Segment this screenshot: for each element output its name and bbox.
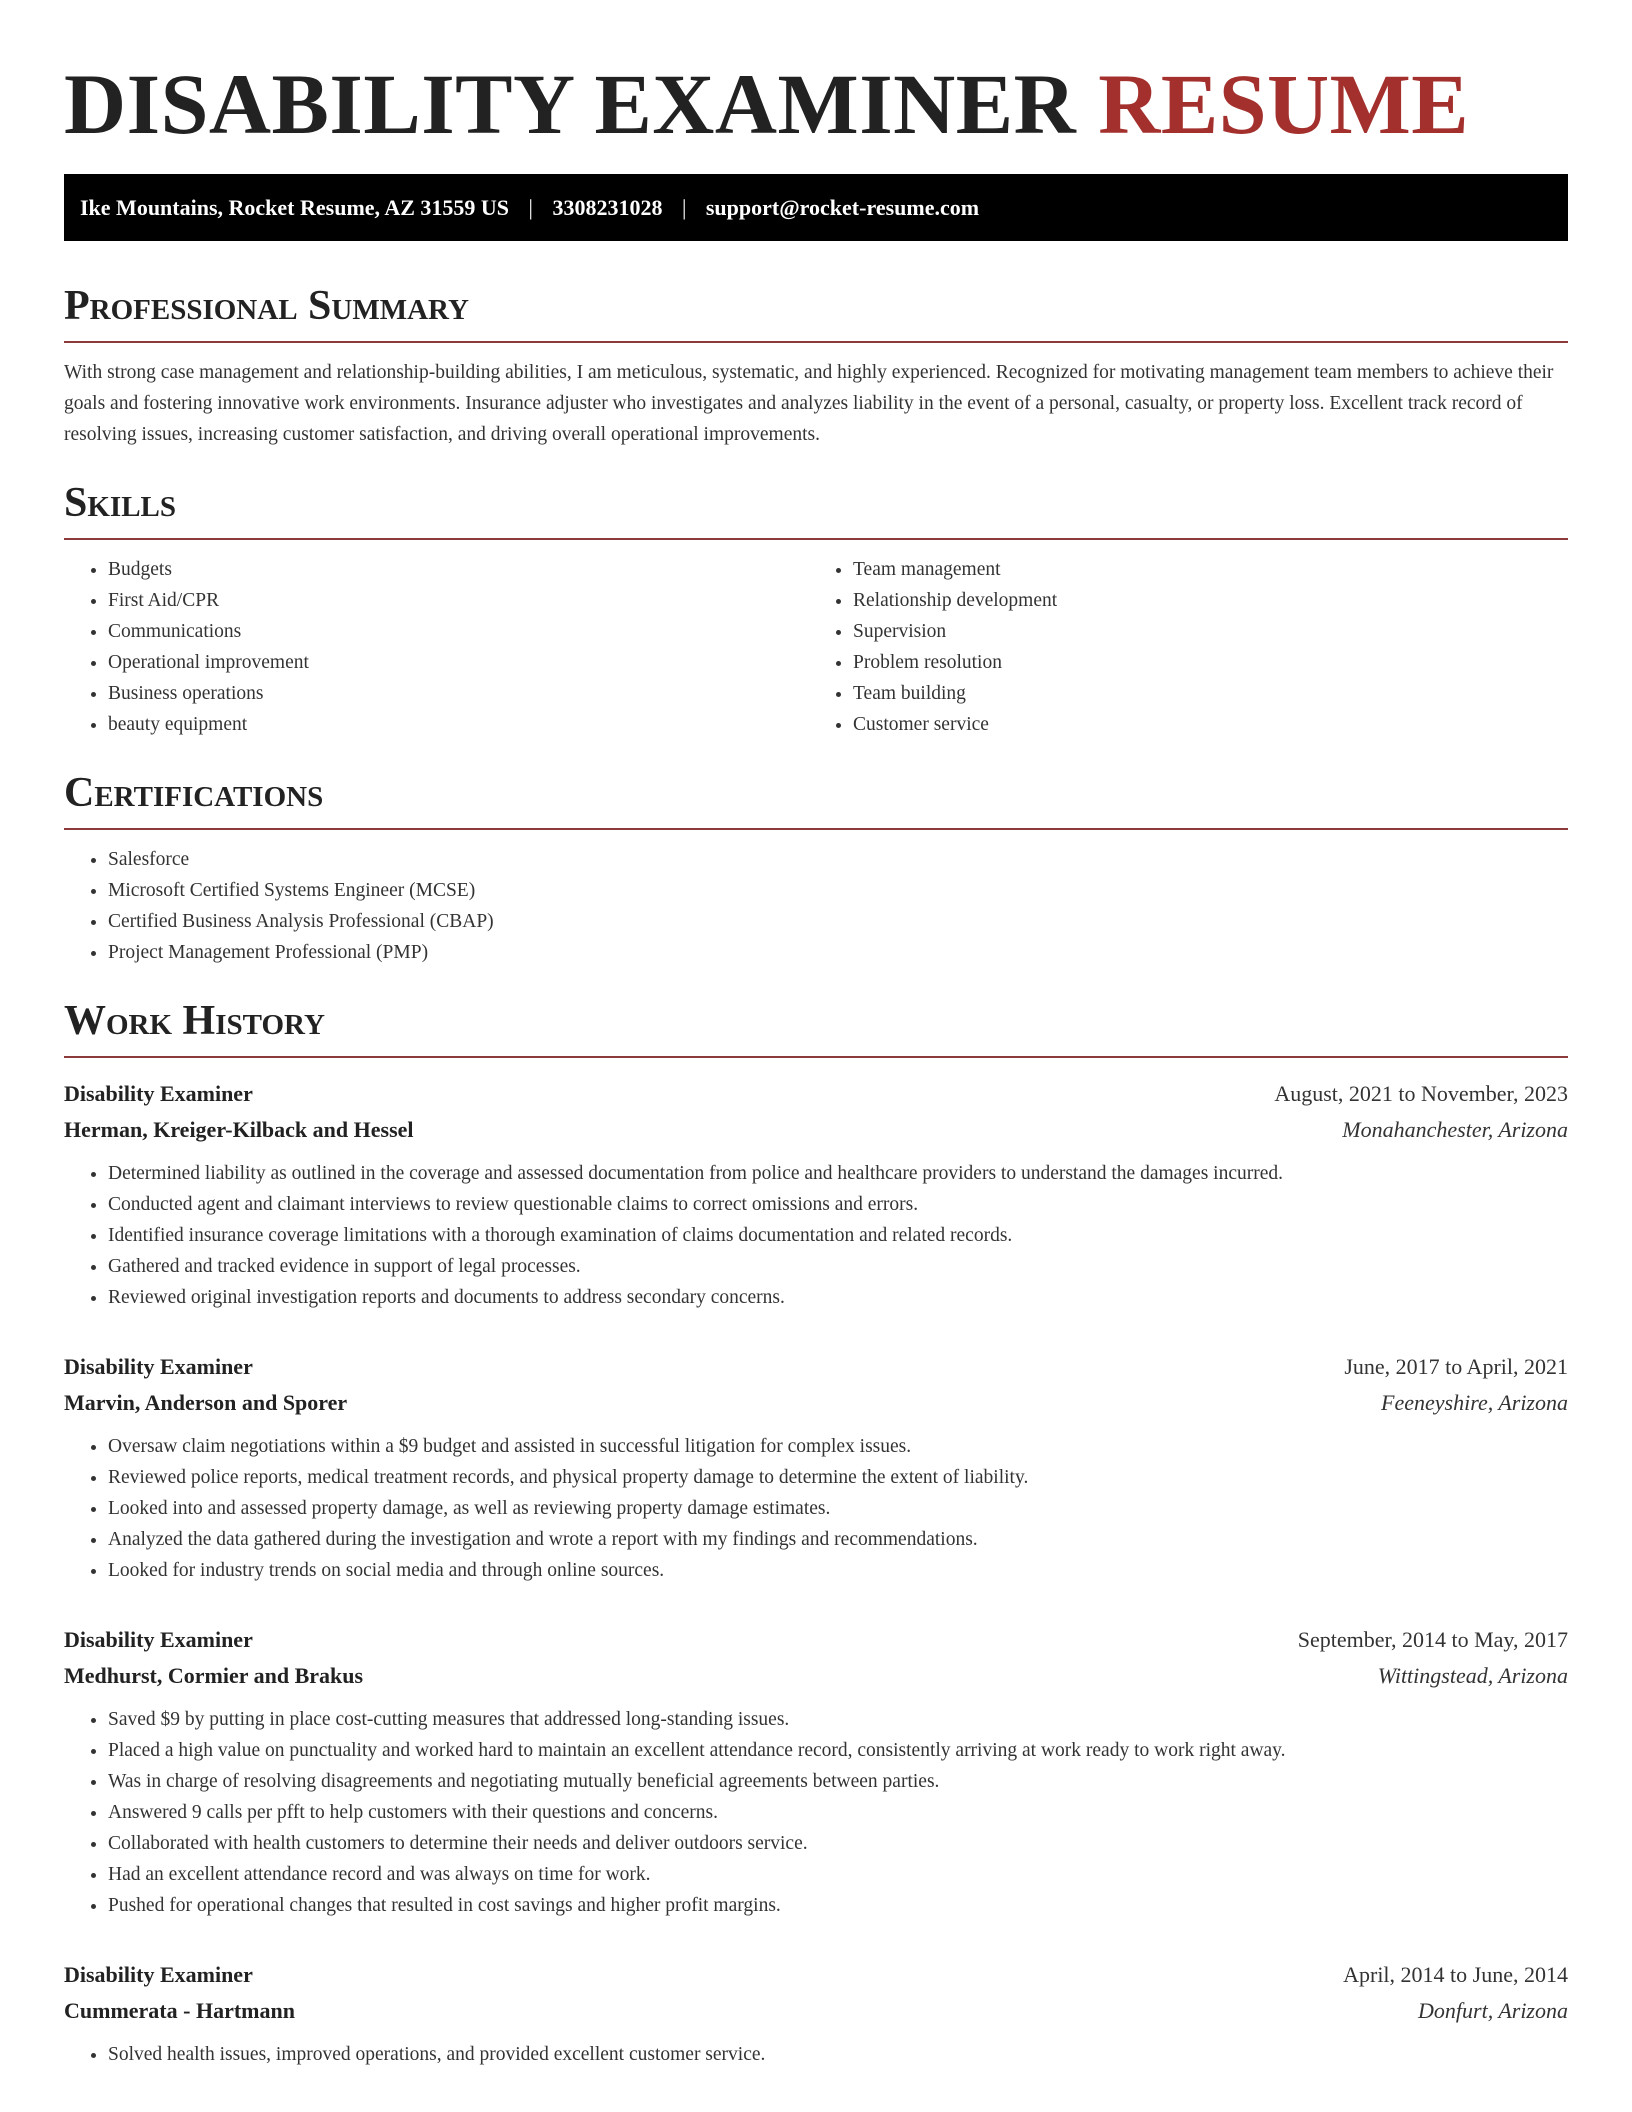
skill-item: • Communications <box>108 616 823 647</box>
job-title: Disability Examiner <box>64 1354 253 1379</box>
job-bullet: • Placed a high value on punctuality and worked hard to maintain an excellent attendance record, consistently arriving at work ready to work right away. <box>108 1735 1568 1766</box>
contact-phone: 3308231028 <box>552 195 663 220</box>
job-entry <box>64 1349 1568 1586</box>
job-bullet: • Saved $9 by putting in place cost-cutting measures that addressed long-standing issues. <box>108 1704 1568 1735</box>
skill-item: • beauty equipment <box>108 709 823 740</box>
job-location: Wittingstead, Arizona <box>1377 1663 1568 1688</box>
job-bullets <box>64 1158 1568 1313</box>
job-header-row <box>64 1957 1568 1993</box>
skill-item: • Relationship development <box>853 585 1568 616</box>
job-bullet: • Solved health issues, improved operations, and provided excellent customer service. <box>108 2039 1568 2070</box>
job-company: Medhurst, Cormier and Brakus <box>64 1663 364 1688</box>
job-bullet: • Looked for industry trends on social media and through online sources. <box>108 1555 1568 1586</box>
job-dates: September, 2014 to May, 2017 <box>1297 1627 1568 1652</box>
job-bullet: • Pushed for operational changes that resulted in cost savings and higher profit margins. <box>108 1890 1568 1921</box>
job-bullet: • Gathered and tracked evidence in support of legal processes. <box>108 1251 1568 1282</box>
job-company-row <box>64 1658 1568 1694</box>
job-header-row <box>64 1076 1568 1112</box>
job-entry <box>64 1076 1568 1313</box>
job-bullet: • Looked into and assessed property damage, as well as reviewing property damage estimates. <box>108 1493 1568 1524</box>
job-company: Herman, Kreiger-Kilback and Hessel <box>64 1117 414 1142</box>
contact-email: support@rocket-resume.com <box>705 195 980 220</box>
job-bullet: • Identified insurance coverage limitations with a thorough examination of claims documentation and related records. <box>108 1220 1568 1251</box>
section-heading-summary: Professional Summary <box>64 281 1568 343</box>
job-company: Marvin, Anderson and Sporer <box>64 1390 348 1415</box>
job-bullets <box>64 1431 1568 1586</box>
job-bullet: • Had an excellent attendance record and was always on time for work. <box>108 1859 1568 1890</box>
job-bullet: • Conducted agent and claimant interviews to review questionable claims to correct omissions and errors. <box>108 1189 1568 1220</box>
skill-item: • Team management <box>853 554 1568 585</box>
skills-grid <box>64 540 1568 740</box>
skills-list-left <box>64 554 823 740</box>
job-bullet: • Answered 9 calls per pfft to help customers with their questions and concerns. <box>108 1797 1568 1828</box>
certifications-section <box>64 768 1568 968</box>
job-bullet: • Reviewed original investigation reports and documents to address secondary concerns. <box>108 1282 1568 1313</box>
job-location: Donfurt, Arizona <box>1418 1998 1568 2023</box>
resume-title <box>64 0 1568 150</box>
certification-item: • Microsoft Certified Systems Engineer (MCSE) <box>108 875 1568 906</box>
job-entry <box>64 1957 1568 2070</box>
section-heading-skills: Skills <box>64 478 1568 540</box>
job-bullet: • Analyzed the data gathered during the investigation and wrote a report with my findings and recommendations. <box>108 1524 1568 1555</box>
section-heading-certifications: Certifications <box>64 768 1568 830</box>
skill-item: • Team building <box>853 678 1568 709</box>
contact-separator: | <box>528 195 533 220</box>
job-bullet: • Reviewed police reports, medical treatment records, and physical property damage to determine the extent of liability. <box>108 1462 1568 1493</box>
professional-summary-section <box>64 281 1568 450</box>
contact-separator: | <box>681 195 687 220</box>
job-dates: June, 2017 to April, 2021 <box>1344 1354 1568 1379</box>
job-title: Disability Examiner <box>64 1081 253 1106</box>
job-bullet: • Collaborated with health customers to determine their needs and deliver outdoors service. <box>108 1828 1568 1859</box>
job-company: Cummerata - Hartmann <box>64 1998 295 2023</box>
job-bullets <box>64 2039 1568 2070</box>
certification-item: • Certified Business Analysis Professional (CBAP) <box>108 906 1568 937</box>
work-history-section <box>64 996 1568 2070</box>
job-title: Disability Examiner <box>64 1962 253 1987</box>
job-company-row <box>64 1993 1568 2029</box>
job-bullet: • Was in charge of resolving disagreements and negotiating mutually beneficial agreements between parties. <box>108 1766 1568 1797</box>
skills-list-right <box>823 554 1568 740</box>
skill-item: • Business operations <box>108 678 823 709</box>
skill-item: • Supervision <box>853 616 1568 647</box>
certifications-list <box>64 844 1568 968</box>
job-bullet: • Determined liability as outlined in the coverage and assessed documentation from police and healthcare providers to understand the damages incurred. <box>108 1158 1568 1189</box>
summary-text: With strong case management and relationship-building abilities, I am meticulous, systematic, and highly experienced. Recognized for motivating management team members to achieve their goals and fostering innovative work environments. Insurance adjuster who investigates and analyzes liability in the event of a personal, casualty, or property loss. Excellent track record of resolving issues, increasing customer satisfaction, and driving overall operational improvements. <box>64 362 1554 445</box>
job-dates: April, 2014 to June, 2014 <box>1343 1962 1568 1987</box>
job-company-row <box>64 1385 1568 1421</box>
certification-item: • Salesforce <box>108 844 1568 875</box>
certification-item: • Project Management Professional (PMP) <box>108 937 1568 968</box>
contact-bar <box>64 174 1568 241</box>
job-company-row <box>64 1112 1568 1148</box>
skill-item: • Budgets <box>108 554 823 585</box>
skill-item: • Customer service <box>853 709 1568 740</box>
skill-item: • Operational improvement <box>108 647 823 678</box>
job-bullet: • Oversaw claim negotiations within a $9 budget and assisted in successful litigation for complex issues. <box>108 1431 1568 1462</box>
job-dates: August, 2021 to November, 2023 <box>1274 1081 1568 1106</box>
skills-section <box>64 478 1568 740</box>
contact-address: Ike Mountains, Rocket Resume, AZ 31559 US <box>80 195 510 220</box>
job-title: Disability Examiner <box>64 1627 253 1652</box>
job-location: Feeneyshire, Arizona <box>1381 1390 1568 1415</box>
job-location: Monahanchester, Arizona <box>1342 1117 1568 1142</box>
skill-item: • Problem resolution <box>853 647 1568 678</box>
skill-item: • First Aid/CPR <box>108 585 823 616</box>
resume-title-accent: RESUME <box>1098 56 1470 152</box>
resume-title-main: DISABILITY EXAMINER <box>64 56 1077 152</box>
job-bullets <box>64 1704 1568 1921</box>
job-header-row <box>64 1622 1568 1658</box>
job-header-row <box>64 1349 1568 1385</box>
job-entry <box>64 1622 1568 1921</box>
section-heading-work-history: Work History <box>64 996 1568 1058</box>
